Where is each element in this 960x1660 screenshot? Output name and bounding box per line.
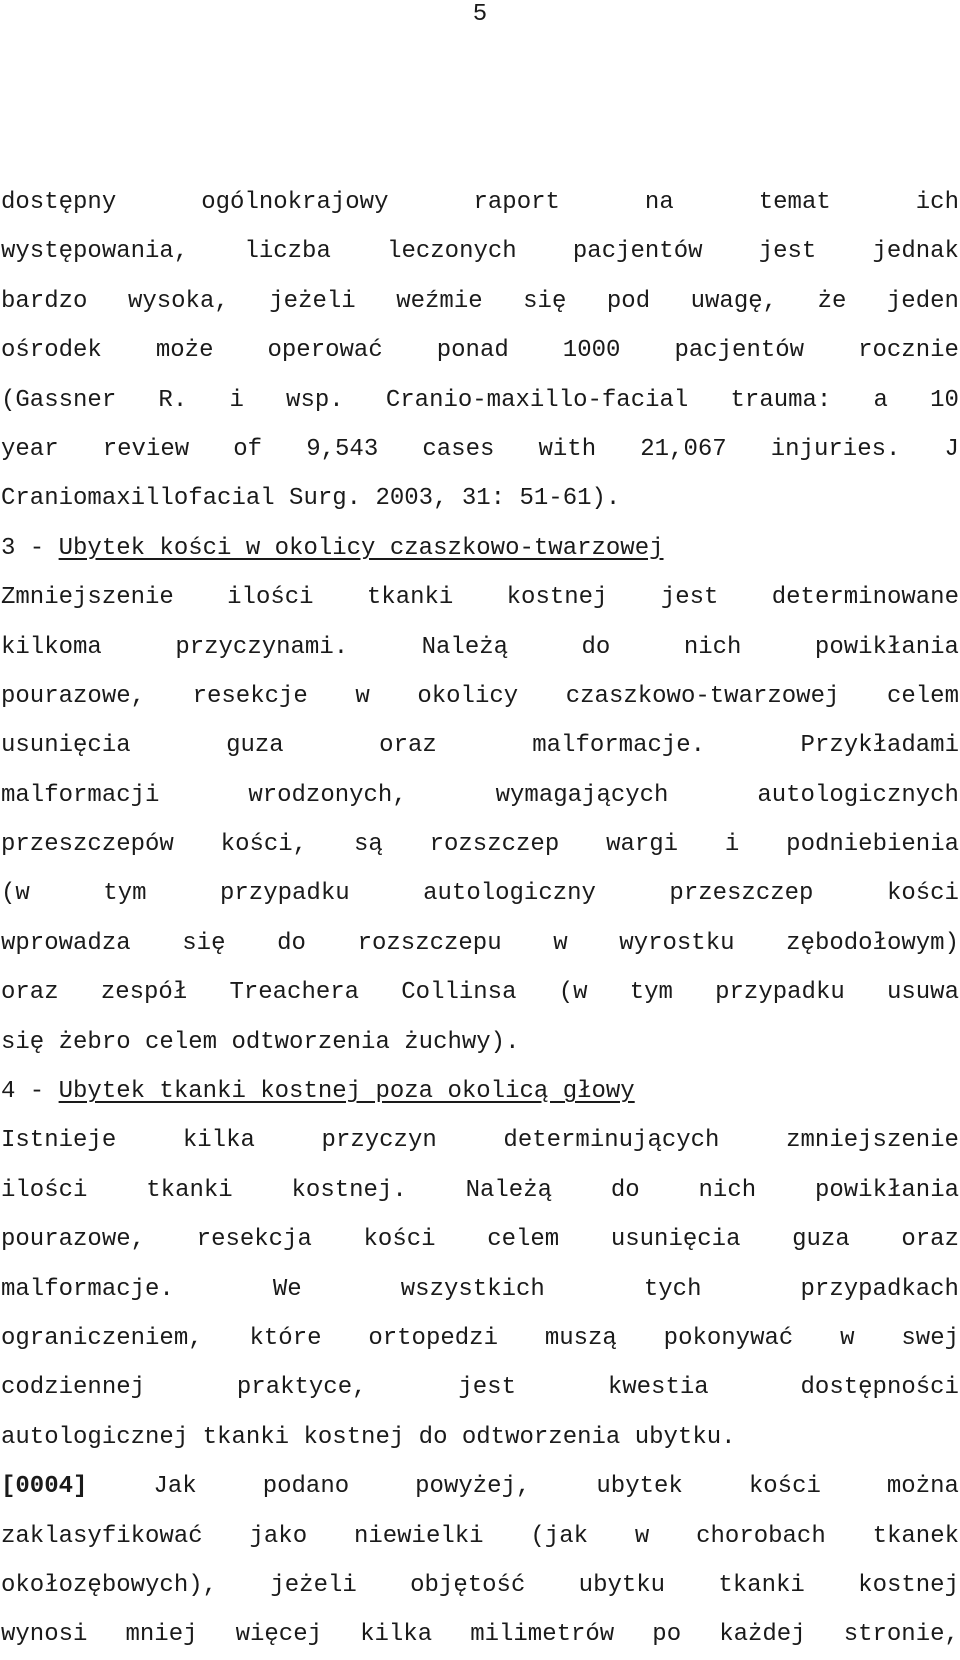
word: przeszczep [669,880,814,908]
word: przypadku [715,979,845,1007]
word: usuwa [886,979,959,1007]
word: resekcje [192,682,308,710]
justified-line [1,721,959,770]
word: swej [901,1324,959,1352]
word: jeżeli [269,287,356,315]
word: (w [558,979,588,1007]
word: ortopedzi [368,1324,498,1352]
word: resekcja [196,1226,312,1254]
word: kwestia [607,1374,709,1402]
word: Collinsa [401,979,517,1007]
word: kości [886,880,959,908]
word: pacjentów [674,337,805,365]
section-3-title: Ubytek kości w okolicy czaszkowo-twarzowej [58,534,664,562]
word: 9,543 [306,435,379,463]
justified-line [1,1215,959,1264]
justified-line [1,1363,959,1412]
word: kostnej [858,1571,959,1599]
word: 21,067 [640,435,727,463]
justified-line [1,1512,959,1561]
section-3-heading [1,524,959,573]
justified-line [1,1265,959,1314]
word: przypadku [220,880,350,908]
word: determinujących [503,1127,720,1155]
word: wszystkich [400,1275,545,1303]
word: i [229,386,244,414]
word: Treachera [229,979,360,1007]
word: powikłania [814,633,959,661]
section-4-body [1,1116,959,1462]
justified-line [1,919,959,968]
word: ubytku [578,1571,666,1599]
paragraph-intro [1,178,959,524]
word: temat [758,189,831,216]
word: w [355,682,370,710]
word: w [634,1522,650,1550]
justified-line [1,178,959,227]
justified-line [1,1314,959,1363]
word: pod [606,287,651,315]
word: ograniczeniem, [1,1324,203,1352]
justified-line [1,1561,959,1610]
word: bardzo [1,287,88,315]
paragraph-0004 [1,1462,959,1660]
word: nich [698,1176,757,1204]
last-line: się żebro celem odtworzenia żuchwy). [1,1028,520,1056]
paragraph-marker: [0004] [1,1473,88,1501]
word: malformacje. [532,732,706,760]
word: kości [363,1226,436,1254]
word: występowania, [1,238,189,266]
word: kilka [182,1127,255,1155]
document-body [1,178,959,1660]
word: codziennej [1,1374,146,1402]
word: jest [458,1374,516,1402]
word: ich [915,189,959,216]
word: mniej [125,1621,198,1649]
word: pacjentów [572,238,703,266]
word: tym [629,979,673,1007]
word: wymagających [495,781,669,809]
word: a [873,386,888,414]
word: J [944,435,959,463]
word: year [1,435,59,463]
word: tkanki [146,1176,233,1204]
word: ilości [227,584,314,612]
word: po [652,1621,682,1649]
word: milimetrów [470,1621,615,1649]
justified-line [1,376,959,425]
word: można [886,1473,959,1501]
word: zębodołowym) [786,929,959,957]
word: tym [103,880,147,908]
last-line: Craniomaxillofacial Surg. 2003, 31: 51-61). [1,485,621,513]
word: Należą [421,633,509,661]
justified-line [1,227,959,276]
word: że [817,287,847,315]
word: (Gassner [1,386,117,414]
section-3-body [1,573,959,1067]
word: with [538,435,597,463]
word: Należą [465,1176,553,1204]
word: 1000 [562,337,621,365]
word: Jak [153,1473,197,1501]
word: ogólnokrajowy [201,189,389,216]
word: jednak [872,238,959,266]
justified-line [1,623,959,672]
word: cases [422,435,495,463]
section-4-title: Ubytek tkanki kostnej poza okolicą głowy [58,1078,635,1106]
word: oraz [901,1226,959,1254]
word: pourazowe, [1,1226,146,1254]
word: muszą [544,1324,617,1352]
justified-line [1,425,959,474]
justified-line [1,1610,959,1659]
word: więcej [235,1621,323,1649]
word: tkanki [718,1571,805,1599]
word: przyczyn [321,1127,437,1155]
word: chorobach [696,1522,826,1550]
word: przeszczepów [1,831,174,859]
word: jest [758,238,817,266]
word: leczonych [387,238,517,266]
word: kilka [360,1621,433,1649]
word: liczba [244,238,331,266]
word: We [272,1275,302,1303]
word: rozszczepu [357,929,502,957]
word: ośrodek [1,337,102,365]
word: jeden [886,287,959,315]
section-3-number: 3 - [1,534,59,562]
word: ubytek [596,1473,683,1501]
word: podano [262,1473,350,1501]
word: się [182,929,226,957]
word: celem [487,1226,560,1254]
word: trauma: [730,386,832,414]
word: tkanki [366,584,454,612]
word: kostnej. [291,1176,407,1204]
word: (w [1,880,30,908]
word: do [581,633,611,661]
word: są [353,831,383,859]
word: wysoka, [127,287,229,315]
word: niewielki [353,1522,484,1550]
word: ponad [436,337,509,365]
word: wynosi [1,1621,88,1649]
word: które [249,1324,322,1352]
word: guza [226,732,284,760]
word: autologicznych [757,781,959,809]
word: okołozębowych), [1,1571,218,1599]
word: R. [158,386,188,414]
word: stronie, [843,1621,959,1649]
word: jest [660,584,719,612]
word: Istnieje [1,1127,117,1155]
section-4-number: 4 - [1,1078,59,1106]
word: tych [643,1275,702,1303]
word: oraz [379,732,437,760]
word: autologiczny [423,880,596,908]
word: usunięcia [1,732,131,760]
word: wyrostku [619,929,735,957]
word: malformacje. [1,1275,174,1303]
word: dostępny [1,189,117,216]
word: rozszczep [429,831,560,859]
word: na [644,189,674,216]
word: pourazowe, [1,682,146,710]
word: zaklasyfikować [1,1522,203,1550]
word: powyżej, [415,1473,531,1501]
word: do [610,1176,640,1204]
word: injuries. [770,435,901,463]
word: weźmie [396,287,483,315]
word: tkanek [872,1522,959,1550]
justified-line [1,573,959,622]
word: kostnej [506,584,608,612]
word: (jak [530,1522,589,1550]
word: przypadkach [800,1275,959,1303]
word: okolicy [417,682,519,710]
word: w [553,929,568,957]
justified-line [1,1166,959,1215]
page-number: 5 [472,1,488,28]
word: czaszkowo-twarzowej [565,682,840,710]
word: celem [886,682,959,710]
justified-line [1,672,959,721]
word: wprowadza [1,929,131,957]
word: kości [748,1473,821,1501]
word: dostępności [800,1374,959,1402]
word: of [233,435,263,463]
word: oraz [1,979,59,1007]
word: kości, [220,831,308,859]
word: zmniejszenie [786,1127,959,1155]
word: jako [249,1522,308,1550]
word: Przykładami [800,732,959,760]
word: malformacji [1,781,160,809]
word: się [523,287,567,315]
word: w [840,1324,855,1352]
justified-line [1,820,959,869]
word: powikłania [814,1176,959,1204]
word: wargi [606,831,679,859]
word: rocznie [858,337,959,365]
word: kilkoma [1,633,102,661]
paragraph-0004-first-line [1,1462,959,1511]
justified-line [1,277,959,326]
word: zespół [100,979,188,1007]
word: podniebienia [786,831,959,859]
word: operować [267,337,383,365]
section-4-heading [1,1067,959,1116]
justified-line [1,771,959,820]
word: review [102,435,190,463]
word: usunięcia [610,1226,741,1254]
word: praktyce, [236,1374,367,1402]
word: nich [683,633,742,661]
word: guza [792,1226,850,1254]
word: wsp. [286,386,344,414]
word: ilości [1,1176,88,1204]
word: objętość [410,1571,526,1599]
word: może [155,337,214,365]
word: i [724,831,740,859]
word: wrodzonych, [248,781,407,809]
word: 10 [930,386,959,414]
word: każdej [719,1621,806,1649]
word: raport [473,189,560,216]
word: do [277,929,306,957]
justified-line [1,968,959,1017]
word: determinowane [771,584,959,612]
last-line: autologicznej tkanki kostnej do odtworzenia ubytku. [1,1423,736,1451]
word: pokonywać [663,1324,794,1352]
justified-line [1,1116,959,1165]
justified-line [1,326,959,375]
justified-line [1,869,959,918]
word: przyczynami. [175,633,349,661]
word: Cranio-maxillo-facial [385,386,689,414]
word: jeżeli [270,1571,357,1599]
word: uwagę, [690,287,778,315]
word: Zmniejszenie [1,584,174,612]
